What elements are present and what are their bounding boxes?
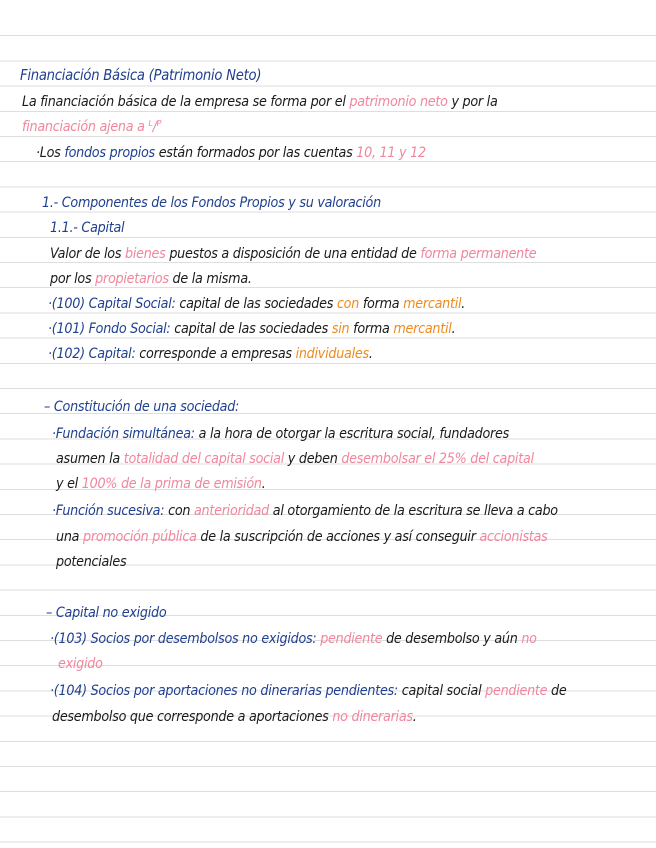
heading-text: 1.- Componentes de los Fondos Propios y su valoración — [42, 195, 381, 211]
account-code: ·(103) Socios por desembolsos no exigidos: — [50, 631, 317, 647]
highlight-term: patrimonio neto — [349, 94, 448, 110]
text-run: ·Los — [36, 145, 65, 161]
list-item-continuation — [52, 710, 417, 725]
text-run: por los — [50, 271, 96, 287]
term-label: ·Fundación simultánea: — [52, 426, 195, 442]
account-code: ·(100) Capital Social: — [48, 296, 176, 312]
highlight-term: exigido — [58, 656, 103, 672]
highlight-term: individuales — [295, 346, 369, 362]
account-code: ·(104) Socios por aportaciones no dinerarias pendientes: — [50, 683, 398, 699]
highlight-term: anterioridad — [193, 503, 270, 519]
text-run: al otorgamiento de la escritura se lleva a cabo — [269, 503, 558, 519]
page-title — [20, 68, 261, 83]
list-item — [50, 632, 537, 647]
text-run: de — [547, 683, 567, 699]
text-run: de la suscripción de acciones y así conseguir — [196, 529, 480, 545]
section-heading — [44, 400, 239, 415]
account-code: ·(102) Capital: — [48, 346, 136, 362]
highlight-term: con — [336, 296, 360, 312]
text-run: forma — [349, 321, 394, 337]
list-item — [48, 322, 455, 337]
definition-line-2 — [50, 272, 252, 287]
text-run: Valor de los — [50, 246, 126, 262]
paragraph-line — [52, 504, 558, 519]
highlight-term: forma permanente — [420, 246, 537, 262]
text-run: de la misma. — [168, 271, 252, 287]
section-heading — [42, 196, 381, 211]
list-item — [50, 684, 566, 699]
highlight-term: mercantil — [403, 296, 462, 312]
highlight-term: no — [521, 631, 537, 647]
text-run: y deben — [284, 451, 342, 467]
text-run: capital de las sociedades — [170, 321, 332, 337]
sub-heading — [50, 221, 124, 236]
heading-text: – Constitución de una sociedad: — [44, 399, 240, 415]
title-text: Financiación Básica (Patrimonio Neto) — [20, 66, 262, 84]
definition-line-1 — [50, 247, 536, 262]
account-code: ·(101) Fondo Social: — [48, 321, 171, 337]
highlight-term: 10, 11 y 12 — [356, 145, 426, 161]
paragraph-line — [56, 477, 265, 492]
text-run: asumen la — [56, 451, 124, 467]
text-run: de desembolso y aún — [382, 631, 522, 647]
text-run: a la hora de otorgar la escritura social, fundadores — [194, 426, 509, 442]
intro-line-1 — [22, 95, 498, 110]
paragraph-line — [56, 555, 126, 570]
highlight-term: mercantil — [393, 321, 452, 337]
intro-line-3 — [36, 146, 426, 161]
text-run: . — [412, 709, 417, 725]
text-run: puestos a disposición de una entidad de — [165, 246, 421, 262]
highlight-term: 100% de la prima de emisión — [81, 476, 262, 492]
highlight-term: promoción pública — [83, 529, 197, 545]
highlight-term: desembolsar el 25% del capital — [341, 451, 534, 467]
highlight-term: pendiente — [485, 683, 548, 699]
text-run: con — [164, 503, 194, 519]
paragraph-line — [52, 427, 509, 442]
text-run: están formados por las cuentas — [154, 145, 357, 161]
highlight-term: no dinerarias — [332, 709, 413, 725]
highlight-term: fondos propios — [64, 145, 155, 161]
heading-text: 1.1.- Capital — [50, 220, 125, 236]
highlight-term: bienes — [125, 246, 166, 262]
text-run: una — [56, 529, 84, 545]
heading-text: – Capital no exigido — [46, 605, 167, 621]
highlight-term: propietarios — [95, 271, 169, 287]
text-run: desembolso que corresponde a aportaciones — [52, 709, 333, 725]
paragraph-line — [56, 452, 534, 467]
text-run: . — [451, 321, 456, 337]
intro-line-2 — [22, 120, 161, 135]
term-label: ·Función sucesiva: — [52, 503, 165, 519]
text-run: y el — [56, 476, 82, 492]
list-item — [48, 297, 465, 312]
text-run: La financiación básica de la empresa se forma por el — [22, 94, 350, 110]
text-run: y por la — [447, 94, 498, 110]
text-run: . — [368, 346, 373, 362]
highlight-term: pendiente — [316, 631, 383, 647]
list-item — [48, 347, 373, 362]
highlight-term: sin — [331, 321, 350, 337]
list-item-continuation — [58, 657, 103, 672]
section-heading — [46, 606, 166, 621]
highlight-term: financiación ajena a ᴸ/ᴾ — [22, 119, 162, 135]
text-run: potenciales — [56, 554, 127, 570]
text-run: . — [461, 296, 466, 312]
text-run: capital social — [397, 683, 486, 699]
text-run: corresponde a empresas — [135, 346, 296, 362]
paragraph-line — [56, 530, 548, 545]
highlight-term: accionistas — [479, 529, 548, 545]
highlight-term: totalidad del capital social — [123, 451, 285, 467]
text-run: . — [261, 476, 266, 492]
text-run: capital de las sociedades — [175, 296, 337, 312]
text-run: forma — [359, 296, 404, 312]
